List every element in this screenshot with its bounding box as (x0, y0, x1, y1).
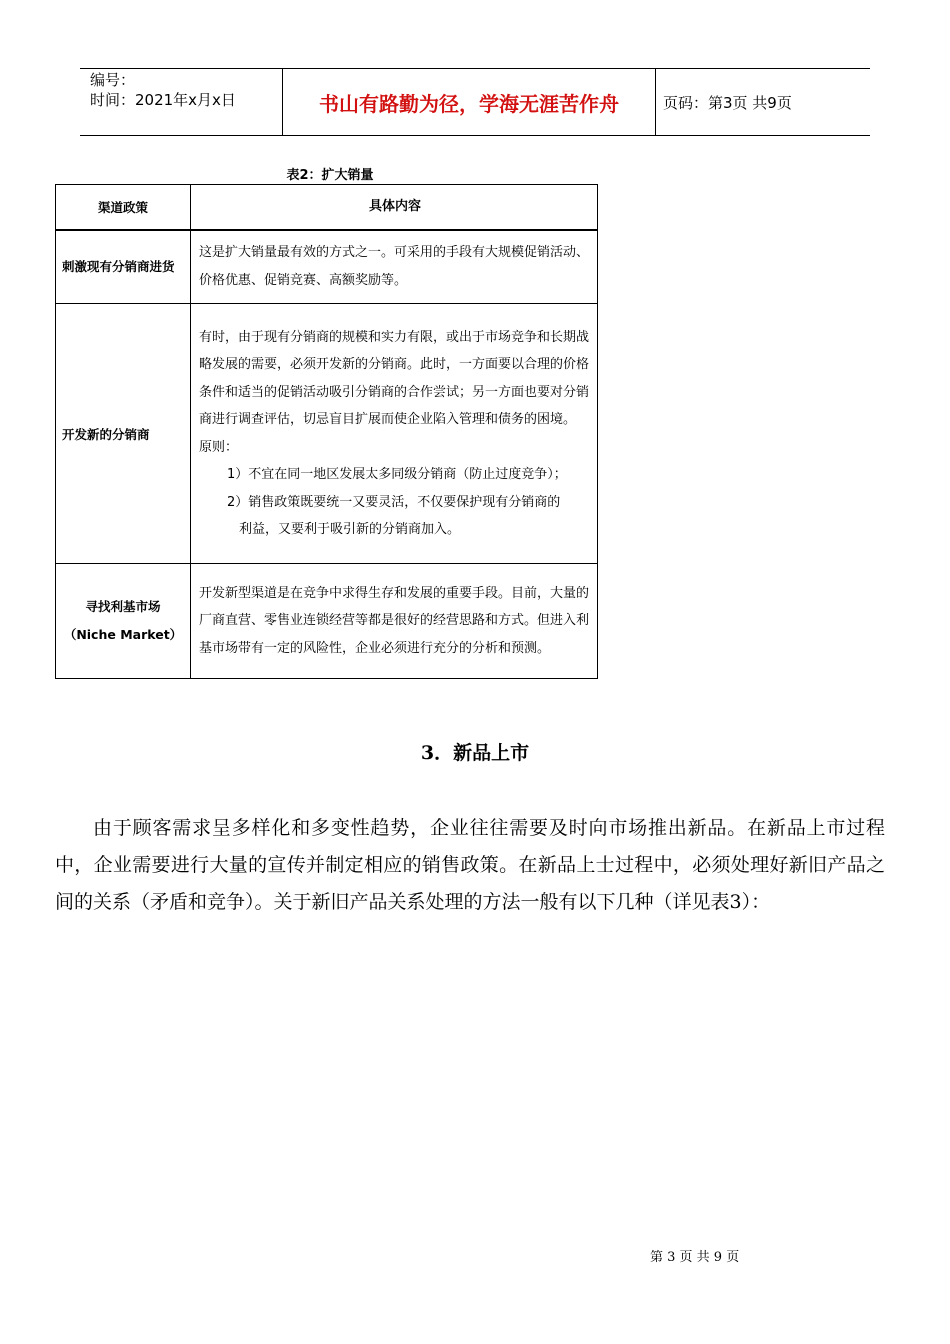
content-text: 有时，由于现有分销商的规模和实力有限，或出于市场竞争和长期战略发展的需要，必须开发新的分销商。此时，一方面要以合理的价格条件和适当的促销活动吸引分销商的合作尝试；另一方面也要对分销商进行调查评估，切忌盲目扩展而使企业陷入管理和债务的困境。 (199, 329, 590, 427)
principle-label: 原则： (199, 439, 239, 455)
header-cell-policy: 渠道政策 (56, 185, 191, 230)
header-divider-2 (655, 68, 656, 136)
table-row (56, 304, 598, 564)
section-title: 3．新品上市 (420, 742, 530, 764)
header-motto: 书山有路勤为径，学海无涯苦作舟 (319, 92, 619, 116)
page-footer: 第 3 页 共 9 页 (650, 1250, 740, 1265)
table-caption: 表2：扩大销量 (286, 168, 374, 183)
content-cell: 这是扩大销量最有效的方式之一。可采用的手段有大规模促销活动、价格优惠、促销竞赛、高额奖励等。 (191, 230, 598, 304)
principle-item-2-cont: 利益，又要利于吸引新的分销商加入。 (239, 522, 461, 537)
content-cell (191, 304, 598, 564)
policy-line-1: 寻找利基市场 (85, 599, 161, 614)
section-paragraph: 由于顾客需求呈多样化和多变性趋势，企业往往需要及时向市场推出新品。在新品上市过程中，企业需要进行大量的宣传并制定相应的销售政策。在新品上士过程中，必须处理好新旧产品之间的关系（矛盾和竞争）。关于新旧产品关系处理的方法一般有以下几种（详见表3）： (55, 817, 885, 913)
policy-cell (56, 564, 191, 679)
policy-line-2: （Niche Market） (63, 627, 183, 642)
header-bottom-rule (80, 135, 870, 136)
table-row (56, 230, 598, 304)
header-time: 时间：2021年x月x日 (90, 91, 236, 109)
header-meta (90, 70, 236, 110)
policy-cell: 刺激现有分销商进货 (56, 230, 191, 304)
section-body (55, 810, 885, 921)
principle-item-1: 1）不宜在同一地区发展太多同级分销商（防止过度竞争）； (227, 467, 567, 482)
table-row (56, 564, 598, 679)
content-cell: 开发新型渠道是在竞争中求得生存和发展的重要手段。目前，大量的厂商直营、零售业连锁经营等都是很好的经营思路和方式。但进入利基市场带有一定的风险性，企业必须进行充分的分析和预测。 (191, 564, 598, 679)
sales-expansion-table (55, 184, 598, 679)
header-cell-content: 具体内容 (191, 185, 598, 230)
header-number: 编号： (90, 71, 136, 89)
header-top-rule (80, 68, 870, 69)
table-header-row (56, 185, 598, 230)
header-page-label: 页码：第3页 共9页 (663, 94, 792, 112)
policy-cell: 开发新的分销商 (56, 304, 191, 564)
principle-item-2: 2）销售政策既要统一又要灵活，不仅要保护现有分销商的 (227, 494, 561, 510)
